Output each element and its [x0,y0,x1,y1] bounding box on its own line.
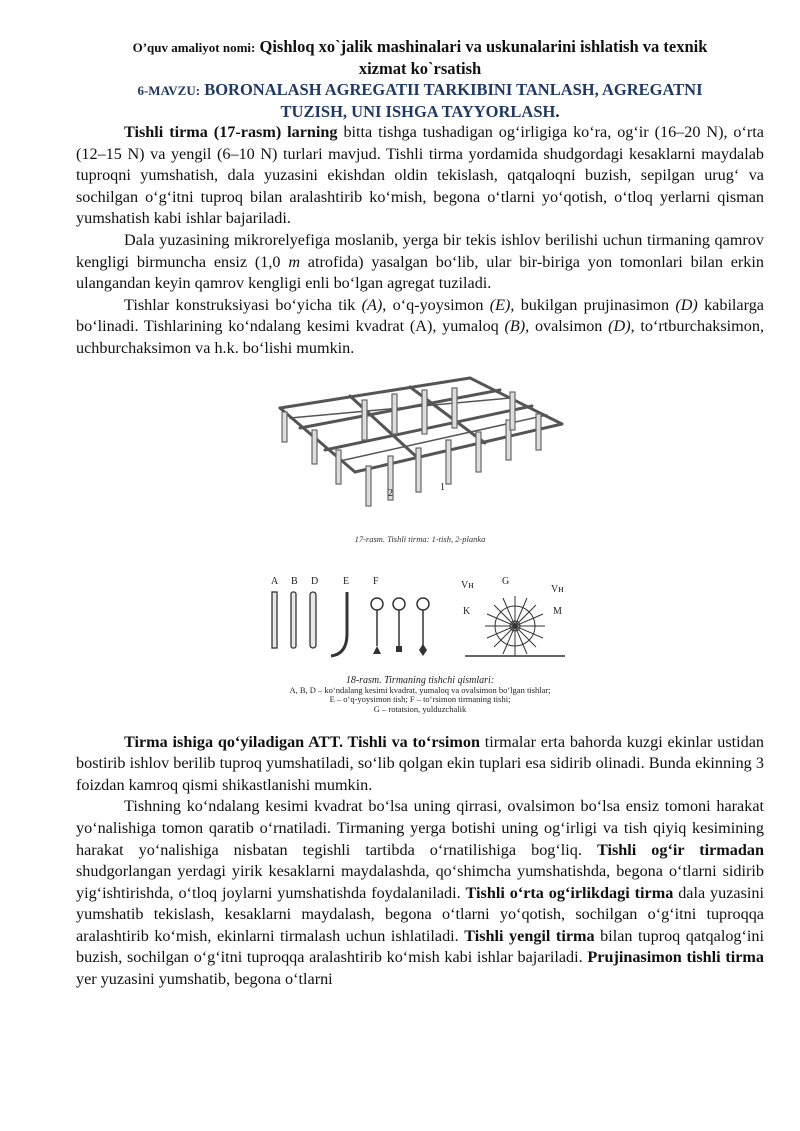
paragraph-2 [76,230,764,295]
paragraph-4-text: tirmalar erta bahorda kuzgi ekinlar ustidan bostirib ishlov berilib tuproq yumshatiladi, so‘lib qolgan ekin tuplari esa sidirib olinadi. Bunda ekinning 3 foizdan kamroq qismi shikastlanishi mumkin. [76,732,764,794]
paragraph-3-part: to‘rtburchaksimon, uchburchaksimon va h.k. bo‘lishi mumkin. [76,317,764,357]
paragraph-3-part: , bukilgan prujinasimon [510,295,676,314]
figure-18-caption-title: 18-rasm. Tirmaning tishchi qismlari: [345,675,495,687]
paragraph-3-part: ovalsimon [529,317,609,336]
teeth-illustration [265,574,575,670]
practice-header [76,36,764,79]
figure-18 [265,574,575,726]
figure-18-letter-a: A [271,575,279,587]
paragraph-1-text: bitta tishga tushadigan og‘irligiga ko‘ra, og‘ir (16–20 N), o‘rta (12–15 N) va yengil (6–10 N) turlari mavjud. Tishli tirma yordamida shudgordagi kesaklarni maydalab tuproqni yumshatish, dala yuzasini ekishdan oldin tekislash, qatqaloqni buzish, sepilgan urug‘ va sochilgan o‘g‘itni tuproq bilan aralashtirib ko‘mish, begona o‘tlarni yo‘qotish, o‘tloq yerlarni qisman yumshatish kabi ishlar bajariladi. [76,123,764,228]
paragraph-5-part: bilan tuproq qatqalog‘ini buzish, sochilgan o‘g‘itni tuproqqa aralashtirib ko‘mish kabi ishlar bajariladi. [76,926,764,967]
paragraph-5-part: yer yuzasini yumshatib, begona o‘tlarni [76,970,333,989]
figure-17-label-2: 2 [388,487,393,499]
figure-18-letter-f: F [373,575,379,587]
paragraph-5-bold: Tishli og‘ir tirmadan [596,840,764,859]
figure-18-caption [265,676,575,714]
figure-18-letter-b: B [291,575,298,587]
paragraph-3-part: , o‘q-yoysimon [382,295,490,314]
paragraph-3-part: kabilarga bo‘linadi. Tishlarining ko‘ndalang kesimi kvadrat (A), yumaloq [76,295,764,336]
paragraph-3-part: Tishlar konstruksiyasi bo‘yicha tik [124,295,362,314]
paragraph-3-italic: (D) [675,295,698,314]
figure-17 [270,368,570,545]
figure-18-label-vn-right: Vн [551,583,564,595]
topic-title-line1: BORONALASH AGREGATII TARKIBINI TANLASH, AGREGATNI [204,80,703,99]
figure-18-letter-g: G [502,575,510,587]
practice-title-line1: Qishloq xo`jalik mashinalari va uskunalarini ishlatish va texnik [259,37,708,56]
paragraph-3-italic: (E) [489,295,511,314]
topic-title-line2: TUZISH, UNI ISHGA TAYYORLASH [280,102,556,121]
figure-18-label-k: K [463,605,471,617]
paragraph-4 [76,732,764,797]
topic-label: 6-MAVZU: [137,83,201,98]
paragraph-1 [76,122,764,230]
figure-17-label-1: 1 [440,481,445,493]
paragraph-5-part: shudgorlangan yerdagi yirik kesaklarni maydalashda, qo‘shimcha yumshatishda, begona o‘tlarni sidirib yig‘ishtirishda, o‘tloq joylarni yumshatishda foydalaniladi. [76,862,764,902]
paragraph-3 [76,295,764,360]
paragraph-4-lead: Tirma ishiga qo‘yiladigan ATT. Tishli va to‘rsimon [124,732,480,751]
figure-18-letter-e: E [343,575,350,587]
paragraph-5-bold: Tishli o‘rta og‘irlikdagi tirma [465,883,674,902]
paragraph-1-lead: Tishli tirma (17-rasm) larning [124,123,338,141]
topic-dot: . [555,102,560,121]
figure-18-label-m: M [553,605,562,617]
paragraph-5 [76,796,764,990]
paragraph-5-part: Tishning ko‘ndalang kesimi kvadrat bo‘lsa uning qirrasi, ovalsimon bo‘lsa ensiz tomoni harakat yo‘nalishiga tomon qaratib o‘rnatiladi. Tirmaning yerga botishi uning og‘irligi va tish qiyiq kesimining harakat yo‘nalishiga nisbatan tegishli tartibda o‘rnatilishiga bog‘liq. [76,797,764,859]
figure-18-caption-line2: E – o‘q-yoysimon tish; F – to‘rsimon tirmaning tishi; [329,694,511,705]
document-page [76,36,764,991]
figure-18-letter-d: D [311,575,319,587]
paragraph-5-part: dala yuzasini yumshatib tekislash, kesaklarni maydalash, begona o‘tlarni yo‘qotish, sochilgan o‘g‘itni tuproqqa aralashtirib ko‘mish, ekinlarni tirmalash uchun ishlatiladi. [76,883,764,945]
figure-18-caption-line3: G – rotatsion, yulduzchalik [373,703,467,714]
topic-header [76,79,764,122]
paragraph-3-italic: (A) [361,295,383,314]
paragraph-2-text-b: atrofida) yasalgan bo‘lib, ular bir-biriga yon tomonlari bilan erkin ulangandan keyin qamrov kengligi enli bo‘lgan agregat tuziladi. [76,252,764,293]
paragraph-5-bold: Prujinasimon tishli tirma [587,948,764,967]
paragraph-5-bold: Tishli yengil tirma [464,926,595,945]
paragraph-3-italic: (B), [504,317,530,336]
practice-title-line2: xizmat ko`rsatish [358,59,482,78]
figure-18-label-vn-left: Vн [461,579,474,591]
harrow-illustration [270,368,570,528]
paragraph-2-unit: m [288,252,301,271]
figure-17-caption: 17-rasm. Tishli tirma: 1-tish, 2-planka [354,534,486,545]
practice-label: O’quv amaliyot nomi: [132,40,256,55]
figure-18-caption-line1: A, B, D – ko‘ndalang kesimi kvadrat, yumaloq va ovalsimon bo‘lgan tishlar; [289,684,551,695]
paragraph-3-italic: (D), [608,317,635,336]
paragraph-2-text-a: Dala yuzasining mikrorelyefiga moslanib, yerga bir tekis ishlov berilishi uchun tirmaning qamrov kengligi birmuncha ensiz (1,0 [76,230,764,271]
